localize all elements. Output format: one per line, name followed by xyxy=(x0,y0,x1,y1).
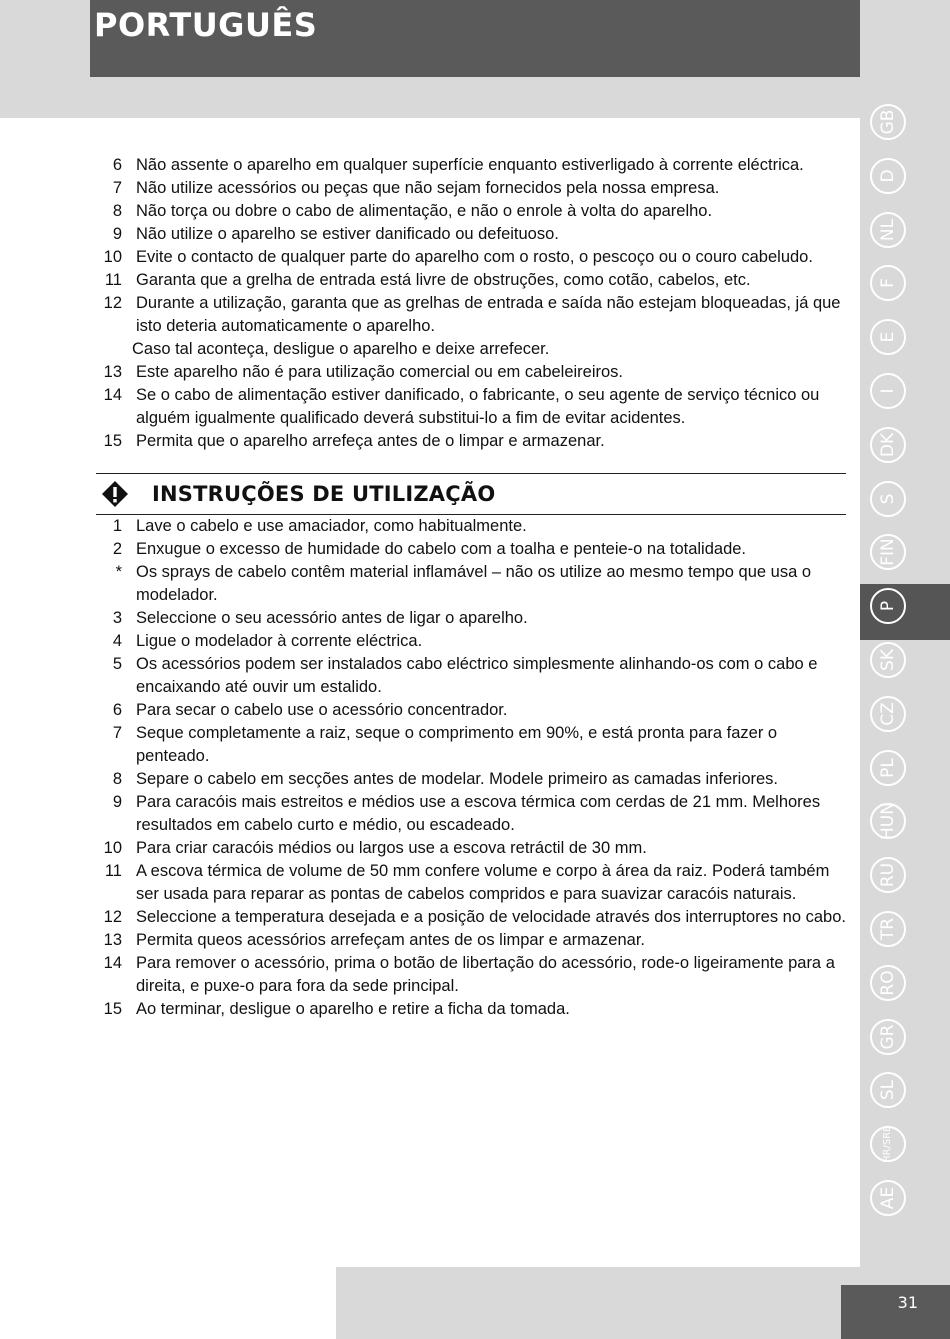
language-tab-ru[interactable] xyxy=(870,857,906,893)
item-text: A escova térmica de volume de 50 mm confere volume e corpo à área da raiz. Poderá também ser usada para reparar as pontas de cabelos compridos e para suavizar caracóis naturais. xyxy=(136,862,830,903)
item-text: Separe o cabelo em secções antes de modelar. Modele primeiro as camadas inferiores. xyxy=(136,770,779,788)
item-number: 7 xyxy=(112,724,122,742)
list-item xyxy=(96,223,846,246)
list-item xyxy=(96,384,846,430)
item-number: 10 xyxy=(103,839,122,857)
language-tab-label: E xyxy=(878,331,898,343)
instructions-header xyxy=(96,473,846,515)
item-text: Evite o contacto de qualquer parte do aparelho com o rosto, o pescoço ou o couro cabeludo. xyxy=(136,248,813,266)
list-item xyxy=(96,906,846,929)
language-tab-label: SL xyxy=(878,1080,898,1101)
item-number: 11 xyxy=(104,862,122,880)
language-tab-e[interactable] xyxy=(870,319,906,355)
item-number: 13 xyxy=(103,363,122,381)
item-text: Seque completamente a raiz, seque o comprimento em 90%, e está pronta para fazer o penteado. xyxy=(136,724,778,765)
item-text: Para criar caracóis médios ou largos use a escova retráctil de 30 mm. xyxy=(136,839,647,857)
item-number: 3 xyxy=(112,609,122,627)
list-item xyxy=(96,269,846,292)
language-tab-label: P xyxy=(878,601,898,612)
safety-note: Caso tal aconteça, desligue o aparelho e deixe arrefecer. xyxy=(132,340,550,358)
item-text: Ao terminar, desligue o aparelho e retire a ficha da tomada. xyxy=(136,1000,570,1018)
item-number: 4 xyxy=(112,632,122,650)
language-tab-f[interactable] xyxy=(870,265,906,301)
list-item xyxy=(96,952,846,998)
language-tab-gb[interactable] xyxy=(870,104,906,140)
list-item xyxy=(96,837,846,860)
language-tab-p[interactable] xyxy=(870,588,906,624)
list-item xyxy=(96,722,846,768)
language-tab-label: TR xyxy=(878,917,898,941)
language-tab-label: GR xyxy=(878,1024,898,1050)
language-tab-label: DK xyxy=(878,432,898,457)
language-tab-hr-srb[interactable] xyxy=(870,1126,906,1162)
item-number: 13 xyxy=(103,931,122,949)
language-tab-hun[interactable] xyxy=(870,803,906,839)
item-text: Se o cabo de alimentação estiver danificado, o fabricante, o seu agente de serviço técnico ou alguém igualmente qualificado deverá substitui-lo a fim de evitar acidentes. xyxy=(136,386,820,427)
item-number: 11 xyxy=(104,271,122,289)
language-tab-gr[interactable] xyxy=(870,1019,906,1055)
item-text: Este aparelho não é para utilização comercial ou em cabeleireiros. xyxy=(136,363,624,381)
item-text: Permita que o aparelho arrefeça antes de o limpar e armazenar. xyxy=(136,432,605,450)
item-number: 14 xyxy=(103,954,122,972)
item-number: 6 xyxy=(112,156,122,174)
list-item xyxy=(96,361,846,384)
language-tab-fin[interactable] xyxy=(870,534,906,570)
language-tab-label: F xyxy=(878,278,898,289)
item-text: Os acessórios podem ser instalados cabo eléctrico simplesmente alinhando-os com o cabo e encaixando até ouvir um estalido. xyxy=(136,655,818,696)
language-tab-label: FIN xyxy=(878,538,898,567)
instructions-title: INSTRUÇÕES DE UTILIZAÇÃO xyxy=(152,481,496,506)
page-number: 31 xyxy=(897,1293,918,1312)
item-text: Ligue o modelador à corrente eléctrica. xyxy=(136,632,423,650)
warning-icon xyxy=(100,479,130,509)
item-number: 15 xyxy=(103,1000,122,1018)
list-item xyxy=(96,515,846,538)
item-text: Não assente o aparelho em qualquer superfície enquanto estiverligado à corrente eléctrica. xyxy=(136,156,804,174)
list-item xyxy=(96,200,846,223)
language-tab-dk[interactable] xyxy=(870,427,906,463)
item-text: Para caracóis mais estreitos e médios use a escova térmica com cerdas de 21 mm. Melhores resultados em cabelo curto e médio, ou escadeado. xyxy=(136,793,821,834)
language-tab-label: PL xyxy=(878,757,898,778)
item-number: * xyxy=(115,563,122,581)
language-tab-label: CZ xyxy=(878,702,898,726)
language-tab-cz[interactable] xyxy=(870,696,906,732)
list-item xyxy=(96,430,846,453)
item-number: 8 xyxy=(112,770,122,788)
item-number: 1 xyxy=(112,517,122,535)
language-tab-sk[interactable] xyxy=(870,642,906,678)
language-tab-label: GB xyxy=(878,109,898,135)
list-item xyxy=(96,607,846,630)
item-number: 7 xyxy=(112,179,122,197)
list-item xyxy=(96,538,846,561)
language-tab-label: NL xyxy=(878,218,898,241)
item-number: 10 xyxy=(103,248,122,266)
list-item xyxy=(96,561,846,607)
item-text: Para remover o acessório, prima o botão de libertação do acessório, rode-o ligeiramente para a direita, e puxe-o para fora da sede principal. xyxy=(136,954,835,995)
item-text: Lave o cabelo e use amaciador, como habitualmente. xyxy=(136,517,527,535)
item-text: Durante a utilização, garanta que as grelhas de entrada e saída não estejam bloqueadas, já que isto deteria automaticamente o aparelho. xyxy=(136,294,841,335)
list-item xyxy=(96,177,846,200)
language-tab-label: RO xyxy=(878,970,898,996)
list-item xyxy=(96,653,846,699)
language-tab-label: S xyxy=(878,493,898,504)
item-number: 6 xyxy=(112,701,122,719)
safety-list xyxy=(96,154,846,338)
list-item xyxy=(96,929,846,952)
language-tab-pl[interactable] xyxy=(870,750,906,786)
list-item xyxy=(96,768,846,791)
item-number: 2 xyxy=(112,540,122,558)
page-title: PORTUGUÊS xyxy=(94,6,318,44)
list-item xyxy=(96,246,846,269)
language-tab-label: D xyxy=(878,169,898,183)
item-text: Não torça ou dobre o cabo de alimentação, e não o enrole à volta do aparelho. xyxy=(136,202,713,220)
language-tab-label: HR/SRB xyxy=(882,1125,893,1164)
language-tab-ro[interactable] xyxy=(870,965,906,1001)
safety-list-2 xyxy=(96,361,846,453)
item-text: Enxugue o excesso de humidade do cabelo com a toalha e penteie-o na totalidade. xyxy=(136,540,747,558)
language-tab-s[interactable] xyxy=(870,481,906,517)
language-tab-label: SK xyxy=(878,649,898,671)
item-text: Não utilize o aparelho se estiver danificado ou defeituoso. xyxy=(136,225,559,243)
language-tab-ae[interactable] xyxy=(870,1180,906,1216)
item-number: 14 xyxy=(103,386,122,404)
language-tab-tr[interactable] xyxy=(870,911,906,947)
item-text: Seleccione o seu acessório antes de ligar o aparelho. xyxy=(136,609,528,627)
list-item xyxy=(96,292,846,338)
language-tabs xyxy=(860,96,920,1246)
language-tab-i[interactable] xyxy=(870,373,906,409)
item-number: 9 xyxy=(112,793,122,811)
item-number: 5 xyxy=(112,655,122,673)
page-number-box xyxy=(841,1285,950,1339)
item-text: Para secar o cabelo use o acessório concentrador. xyxy=(136,701,508,719)
item-number: 12 xyxy=(103,908,122,926)
item-text: Permita queos acessórios arrefeçam antes de os limpar e armazenar. xyxy=(136,931,645,949)
item-number: 8 xyxy=(112,202,122,220)
language-tab-d[interactable] xyxy=(870,158,906,194)
list-item xyxy=(96,998,846,1021)
item-text: Garanta que a grelha de entrada está livre de obstruções, como cotão, cabelos, etc. xyxy=(136,271,751,289)
language-tab-label: I xyxy=(878,388,898,394)
language-tab-label: HUN xyxy=(878,802,898,841)
list-item xyxy=(96,791,846,837)
instructions-list xyxy=(96,515,846,1021)
header-bar xyxy=(90,0,860,77)
language-tab-label: AE xyxy=(878,1186,898,1210)
bottom-panel xyxy=(0,1267,336,1339)
item-text: Seleccione a temperatura desejada e a posição de velocidade através dos interruptores no cabo. xyxy=(136,908,846,926)
list-item xyxy=(96,630,846,653)
content xyxy=(96,154,846,1021)
language-tab-nl[interactable] xyxy=(870,212,906,248)
list-item xyxy=(96,860,846,906)
list-item xyxy=(96,154,846,177)
item-text: Não utilize acessórios ou peças que não sejam fornecidos pela nossa empresa. xyxy=(136,179,720,197)
item-number: 15 xyxy=(103,432,122,450)
list-item xyxy=(96,699,846,722)
item-text: Os sprays de cabelo contêm material inflamável – não os utilize ao mesmo tempo que usa o modelador. xyxy=(136,563,812,604)
language-tab-label: RU xyxy=(878,863,898,888)
item-number: 9 xyxy=(112,225,122,243)
item-number: 12 xyxy=(103,294,122,312)
language-tab-sl[interactable] xyxy=(870,1072,906,1108)
